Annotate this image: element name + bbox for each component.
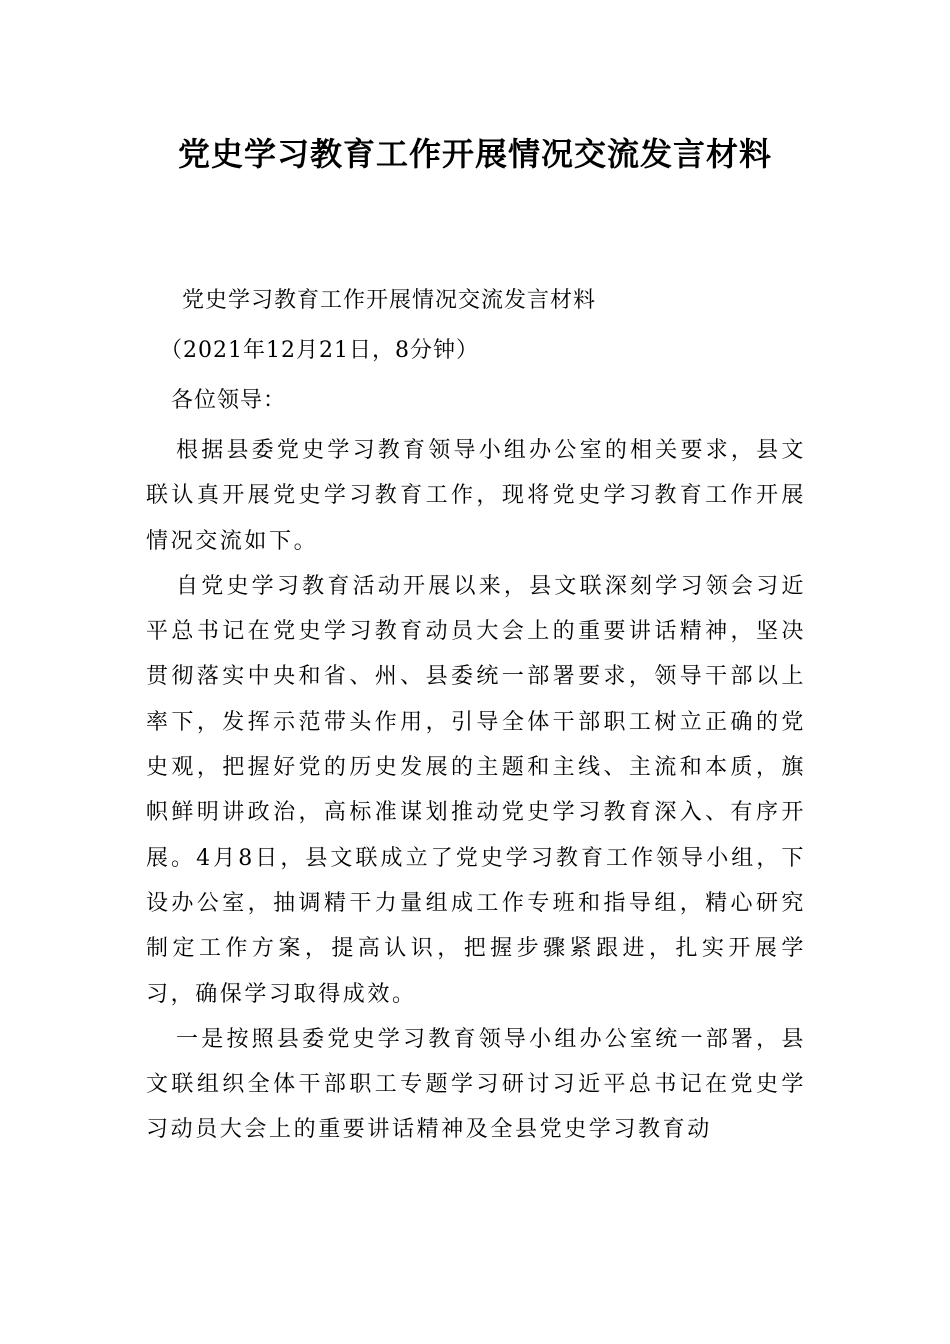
paragraph-intro: 根据县委党史学习教育领导小组办公室的相关要求，县文联认真开展党史学习教育工作，现将党史学习教育工作开展情况交流如下。 xyxy=(146,438,806,554)
salutation: 各位领导： xyxy=(171,388,287,413)
document-body xyxy=(146,428,806,1153)
paragraph-overview: 自党史学习教育活动开展以来，县文联深刻学习领会习近平总书记在党史学习教育动员大会上的重要讲话精神，坚决贯彻落实中央和省、州、县委统一部署要求，领导干部以上率下，发挥示范带头作用，引导全体干部职工树立正确的党史观，把握好党的历史发展的主题和主线、主流和本质，旗帜鲜明讲政治，高标准谋划推动党史学习教育深入、有序开展。4月8日，县文联成立了党史学习教育工作领导小组，下设办公室，抽调精干力量组成工作专班和指导组，精心研究制定工作方案，提高认识，把握步骤紧跟进，扎实开展学习，确保学习取得成效。 xyxy=(146,573,806,1007)
document-title: 党史学习教育工作开展情况交流发言材料 xyxy=(177,135,772,173)
speech-dateline: （2021年12月21日，8分钟） xyxy=(160,338,479,363)
paragraph-point-one: 一是按照县委党史学习教育领导小组办公室统一部署，县文联组织全体干部职工专题学习研讨习近平总书记在党史学习动员大会上的重要讲话精神及全县党史学习教育动 xyxy=(146,1026,806,1143)
document-subtitle: 党史学习教育工作开展情况交流发言材料 xyxy=(182,288,597,313)
